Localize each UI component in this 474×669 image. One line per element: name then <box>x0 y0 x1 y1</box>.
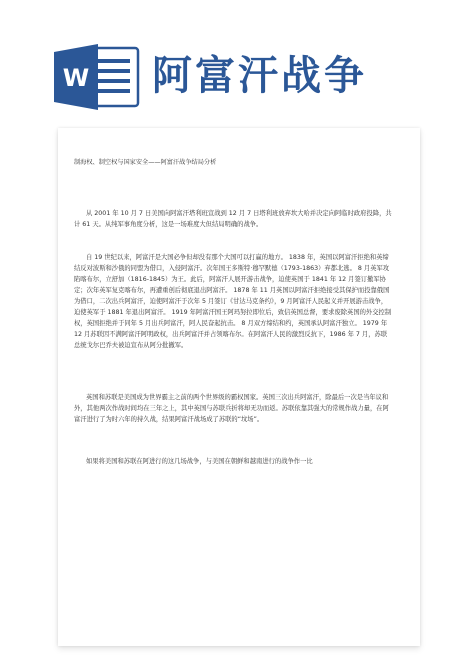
word-logo-icon <box>54 42 140 112</box>
paragraph-4: 如果将美国和苏联在阿进行的这几场战争，与美国在朝鲜和越南进行的战争作一比 <box>86 458 313 465</box>
document-page <box>58 128 420 646</box>
document-title: 阿富汗战争 <box>152 53 367 99</box>
paragraph-2: 自 19 世纪以来，阿富汗是大国必争但却没有那个大国可以打赢的地方。 1838 年，英国以阿富汗拒绝和英缔结反对波斯和沙俄的同盟为借口，入侵阿富汗。次年国王多斯特·穆罕默德（1793-1863）弃都北逃。 8 月英军攻陷喀布尔，立舒加（1816-1845）为王。此后，阿富汗人展开游击战争，迫使英国于 1841 年 12 月签订撤军协定；次年英军复克喀布尔，再遭重创后彻底退出阿富汗。 1878 年 11 月英国以阿富汗拒绝接受其保护而投靠俄国为借口，二次出兵阿富汗，迫使阿富汗于次年 5 月签订《甘达马克条约》，9 月阿富汗人民起义并开展游击战争，迫使英军于 1881 年退出阿富汗。 1919 年阿富汗国王阿玛努拉即位后，致信英国总督，要求废除英国的外交控制权，英国拒绝并于同年 5 月出兵阿富汗，阿人民奋起抗击。 8 月双方缔结和约，英国承认阿富汗独立。 1979 年 12 月苏联因不满阿富汗阿明政权，出兵阿富汗并占领喀布尔。在阿富汗人民的激烈反抗下，1986 年 7 月，苏联总统戈尔巴乔夫被迫宣布从阿分批撤军。 <box>74 254 392 349</box>
paragraph-3: 英国和苏联是美国成为世界霸主之前的两个世界级的霸权国家。英国三次出兵阿富汗，除最后一次是当年议和外，其他两次作战时间均在三年之上，其中英国与苏联兵折将却无功而返。苏联依靠其强大的常规作战力量，在阿富汗进行了为时六年的持久战，结果阿富汗战场成了苏联的“坟场”。 <box>74 394 389 423</box>
word-logo-letter: W <box>62 64 90 92</box>
page-subtitle: 制海权、制空权与国家安全——阿富汗战争结局分析 <box>74 159 217 166</box>
paragraph-1: 从 2001 年 10 月 7 日美国向阿富汗塔利班宣战到 12 月 7 日塔利班放弃坎大哈并决定向阿临时政府投降，共计 61 天。从纯军事角度分析，这是一场难度大但结局明确的战争。 <box>74 210 392 228</box>
